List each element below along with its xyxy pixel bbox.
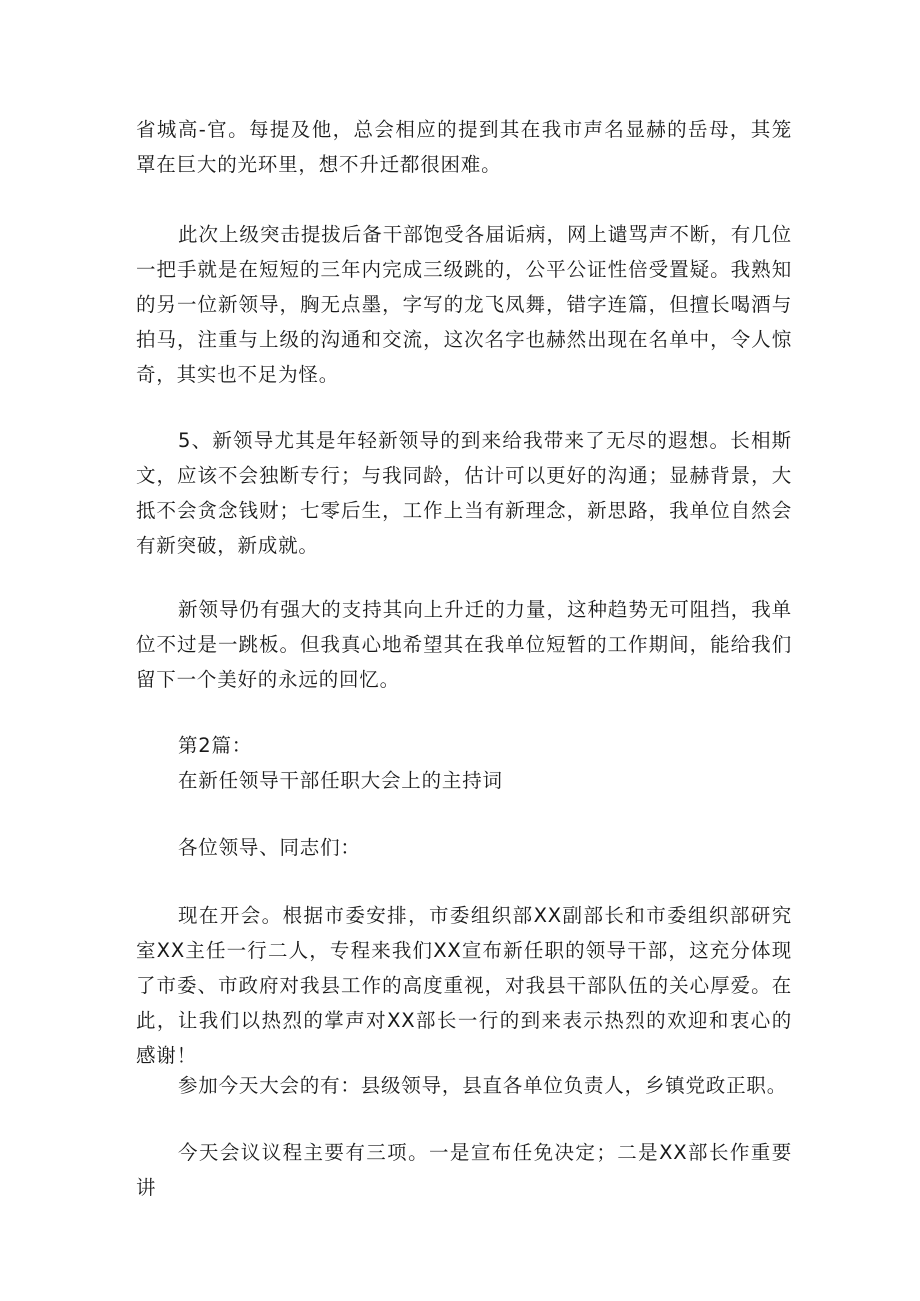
- speech-salutation: 各位领导、同志们：: [178, 836, 361, 859]
- paragraph-2: 此次上级突击提拔后备干部饱受各届诟病，网上谴骂声不断，有几位一把手就是在短短的三年内完成三级跳的，公平公证性倍受置疑。我熟知的另一位新领导，胸无点墨，字写的龙飞凤舞，错字连篇，但擅长喝酒与拍马，注重与上级的沟通和交流，这次名字也赫然出现在名单中，令人惊奇，其实也不足为怪。: [136, 223, 792, 386]
- speech-paragraph-attendees: 参加今天大会的有：县级领导，县直各单位负责人，乡镇党政正职。: [178, 1074, 788, 1097]
- speech-paragraph-opening: 现在开会。根据市委安排，市委组织部XX副部长和市委组织部研究室XX主任一行二人，专程来我们XX宣布新任职的领导干部，这充分体现了市委、市政府对我县工作的高度重视，对我县干部队伍的关心厚爱。在此，让我们以热烈的掌声对XX部长一行的到来表示热烈的欢迎和衷心的感谢！: [136, 904, 792, 1067]
- paragraph-3: 5、新领导尤其是年轻新领导的到来给我带来了无尽的遐想。长相斯文，应该不会独断专行；与我同龄，估计可以更好的沟通；显赫背景，大抵不会贪念钱财；七零后生，工作上当有新理念，新思路，我单位自然会有新突破，新成就。: [136, 429, 792, 557]
- paragraph-4: 新领导仍有强大的支持其向上升迁的力量，这种趋势无可阻挡，我单位不过是一跳板。但我真心地希望其在我单位短暂的工作期间，能给我们留下一个美好的永远的回忆。: [136, 598, 792, 691]
- speech-paragraph-agenda: 今天会议议程主要有三项。一是宣布任免决定；二是XX部长作重要讲: [136, 1141, 792, 1199]
- section-title: 在新任领导干部任职大会上的主持词: [178, 769, 503, 792]
- paragraph-1: 省城高-官。每提及他，总会相应的提到其在我市声名显赫的岳母，其笼罩在巨大的光环里，想不升迁都很困难。: [136, 118, 792, 176]
- section-label: 第2篇：: [178, 734, 253, 757]
